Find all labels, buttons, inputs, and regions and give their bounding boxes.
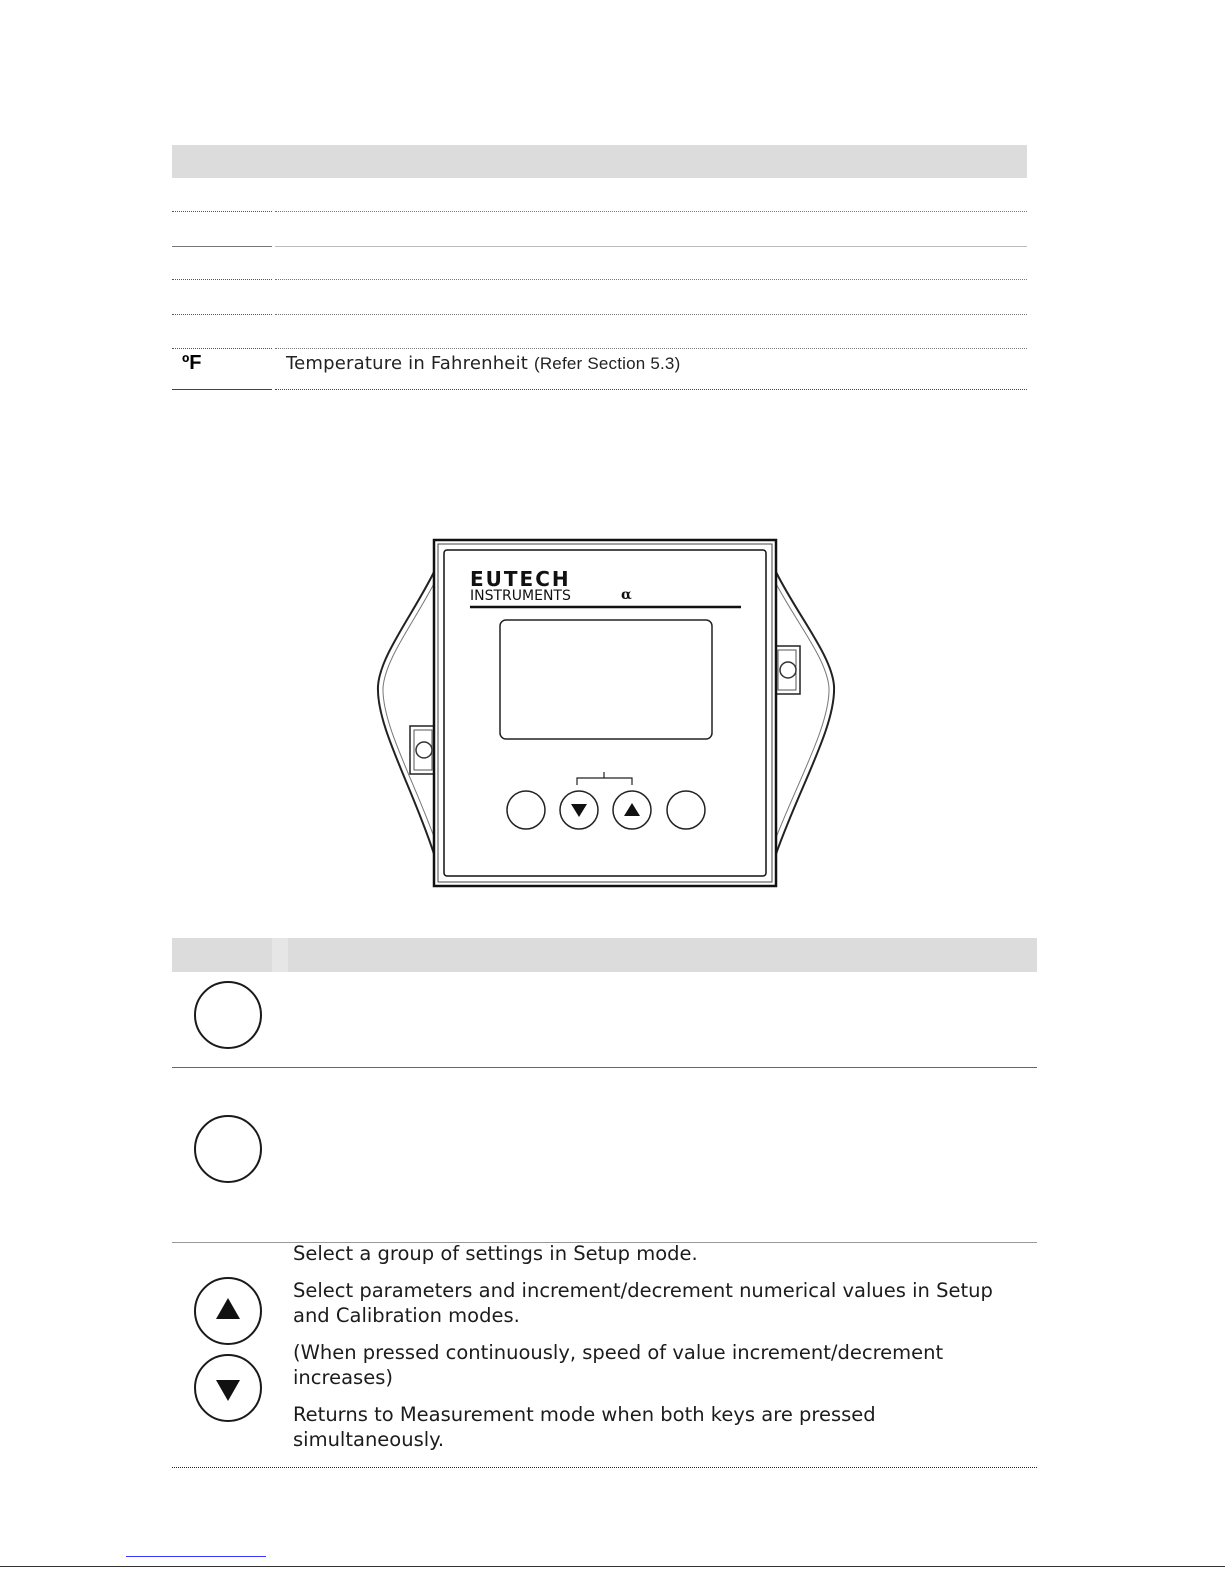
- arrow-keys-desc-line-1: Select a group of settings in Setup mode.: [293, 1242, 698, 1265]
- indicator-table-header: [172, 145, 1027, 178]
- lcd-display: [500, 620, 712, 739]
- arrow-keys-desc-line-4: Returns to Measurement mode when both keys are pressed simultaneously.: [293, 1403, 876, 1451]
- meter-front-panel-illustration: [372, 536, 842, 890]
- fahrenheit-indicator-description: [286, 353, 680, 374]
- keys-table-header: [172, 938, 1037, 972]
- header-column-separator: [272, 938, 288, 972]
- key-row-1-button-icon: [194, 981, 262, 1049]
- instruments-logo-text: INSTRUMENTS: [470, 588, 571, 604]
- arrow-keys-description: [293, 1241, 1023, 1464]
- panel-key-right[interactable]: [667, 791, 705, 829]
- right-clamp-screw: [774, 646, 800, 694]
- fahrenheit-description-text: Temperature in Fahrenheit: [286, 353, 529, 374]
- model-alpha-symbol: α: [621, 587, 632, 603]
- footer-link-underline[interactable]: [126, 1556, 266, 1557]
- panel-key-left[interactable]: [507, 791, 545, 829]
- arrow-keys-desc-line-3: (When pressed continuously, speed of value increment/decrement increases): [293, 1341, 944, 1389]
- left-clamp-screw: [410, 726, 436, 774]
- down-arrow-key-icon: [194, 1354, 262, 1422]
- keys-row-divider: [172, 1067, 1037, 1068]
- key-row-2-button-icon: [194, 1115, 262, 1183]
- up-arrow-key-icon: [194, 1277, 262, 1345]
- page-footer-rule: [0, 1566, 1225, 1567]
- eutech-logo-text: EUTECH: [470, 567, 571, 591]
- section-reference: (Refer Section 5.3): [533, 354, 681, 373]
- arrow-keys-desc-line-2: Select parameters and increment/decrement numerical values in Setup and Calibration modes.: [293, 1279, 993, 1327]
- fahrenheit-indicator-symbol: ºF: [182, 352, 202, 374]
- keys-table-bottom-border: [172, 1467, 1037, 1468]
